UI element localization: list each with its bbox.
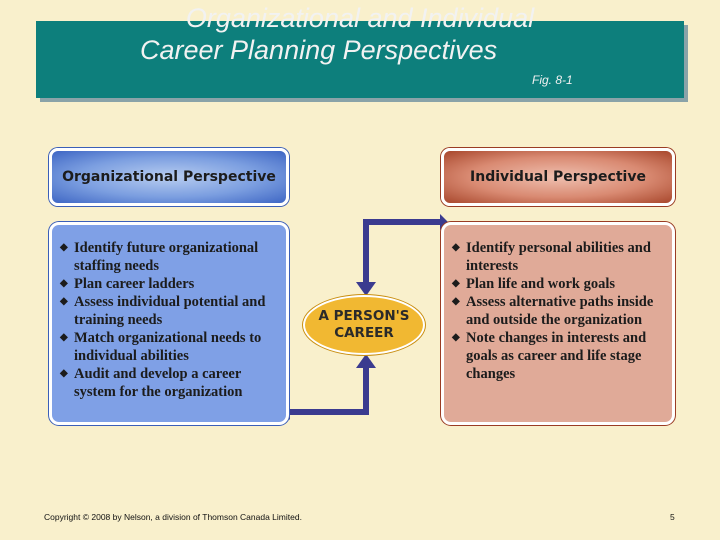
organizational-perspective-list bbox=[49, 222, 289, 425]
copyright-notice: Copyright © 2008 by Nelson, a division of Thomson Canada Limited. bbox=[44, 512, 302, 522]
diamond-bullet-icon: ◆ bbox=[452, 278, 460, 289]
bottom-flow-arrow-icon bbox=[290, 364, 366, 412]
list-item: ◆ Note changes in interests and goals as career and life stage changes bbox=[452, 330, 647, 382]
top-arrowhead-icon bbox=[356, 282, 376, 296]
bottom-arrowhead-icon bbox=[356, 354, 376, 368]
list-item: ◆ Identify future organizational staffing needs bbox=[60, 240, 259, 274]
organizational-perspective-header: Organizational Perspective bbox=[49, 148, 289, 206]
top-flow-arrow-icon bbox=[366, 222, 440, 287]
list-item: ◆ Match organizational needs to individual abilities bbox=[60, 330, 262, 364]
diamond-bullet-icon: ◆ bbox=[452, 242, 460, 253]
slide-title-line2: Career Planning Perspectives bbox=[140, 35, 498, 65]
list-item: ◆ Plan career ladders bbox=[60, 276, 195, 292]
slide-title-line1: Organizational and Individual bbox=[185, 3, 535, 33]
list-item: ◆ Audit and develop a career system for the organization bbox=[60, 366, 243, 400]
list-item: ◆ Assess alternative paths inside and outside the organization bbox=[452, 294, 654, 328]
list-item: ◆ Plan life and work goals bbox=[452, 276, 616, 292]
page-number: 5 bbox=[670, 512, 675, 522]
diamond-bullet-icon: ◆ bbox=[60, 368, 68, 379]
career-label-line2: CAREER bbox=[334, 325, 394, 341]
persons-career-oval bbox=[303, 295, 425, 355]
individual-perspective-header: Individual Perspective bbox=[441, 148, 675, 206]
diamond-bullet-icon: ◆ bbox=[452, 296, 460, 307]
diamond-bullet-icon: ◆ bbox=[452, 332, 460, 343]
diamond-bullet-icon: ◆ bbox=[60, 332, 68, 343]
list-item: ◆ Assess individual potential and training needs bbox=[60, 294, 266, 328]
list-item: ◆ Identify personal abilities and interests bbox=[452, 240, 651, 274]
diamond-bullet-icon: ◆ bbox=[60, 278, 68, 289]
diamond-bullet-icon: ◆ bbox=[60, 242, 68, 253]
individual-perspective-list bbox=[441, 222, 675, 425]
diamond-bullet-icon: ◆ bbox=[60, 296, 68, 307]
figure-label: Fig. 8-1 bbox=[532, 73, 573, 87]
career-label-line1: A PERSON'S bbox=[318, 308, 410, 324]
